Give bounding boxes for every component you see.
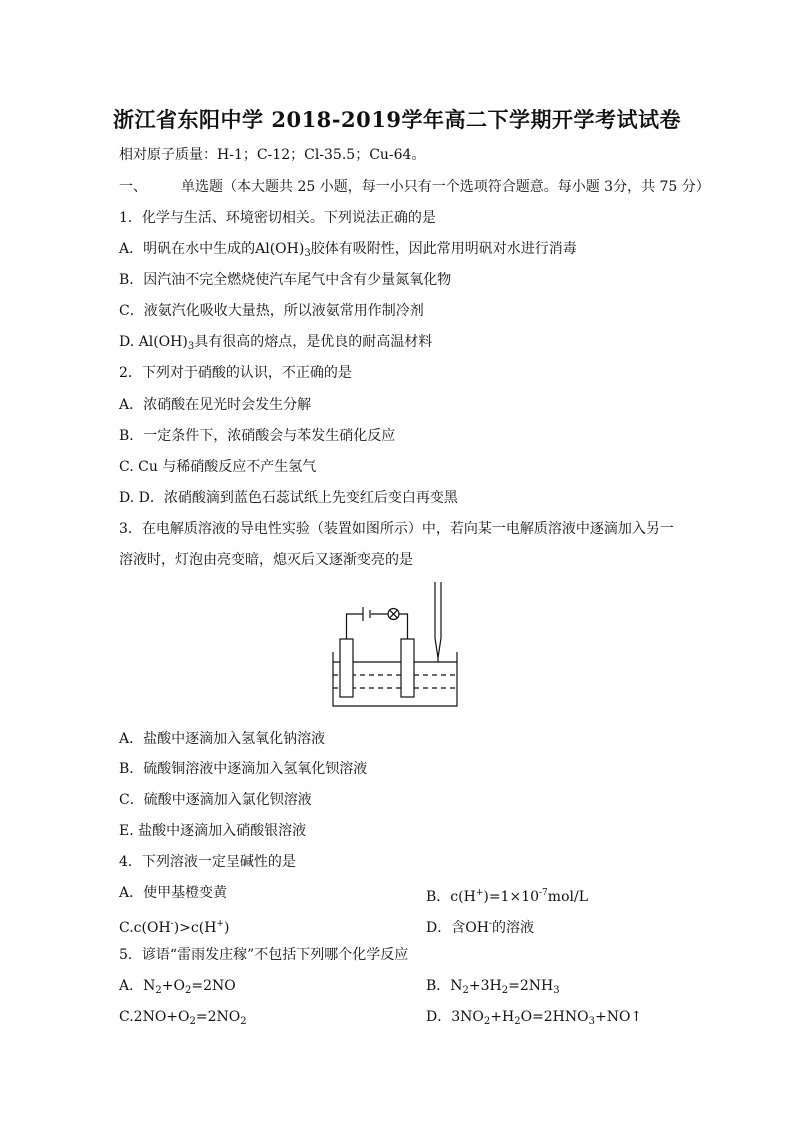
option-text: 具有很高的熔点，是优良的耐高温材料 bbox=[194, 334, 433, 350]
option-text: D. Al(OH) bbox=[119, 334, 188, 350]
subscript: 2 bbox=[462, 985, 469, 996]
option-text: +O bbox=[161, 978, 185, 994]
question-2-stem: 2．下列对于硝酸的认识，不正确的是 bbox=[119, 365, 352, 381]
option-text: B．N bbox=[426, 978, 463, 994]
conductivity-apparatus-diagram bbox=[325, 578, 465, 712]
superscript: + bbox=[475, 888, 484, 898]
question-5-stem: 5．谚语“雷雨发庄稼”不包括下列哪个化学反应 bbox=[119, 947, 409, 963]
option-text: +H bbox=[490, 1009, 515, 1025]
option-text: D．含OH bbox=[426, 920, 489, 936]
superscript: - bbox=[170, 919, 174, 929]
section-heading bbox=[119, 178, 710, 196]
option-text: ) bbox=[223, 920, 230, 936]
subscript: 2 bbox=[184, 985, 192, 996]
question-3-stem-line-1: 3．在电解质溶液的导电性实验（装置如图所示）中，若向某一电解质溶液中逐滴加入另一 bbox=[119, 521, 674, 537]
option-text: mol/L bbox=[547, 889, 588, 905]
formula: Al(OH) bbox=[255, 241, 305, 257]
question-2-option-c: C. Cu 与稀硝酸反应不产生氢气 bbox=[119, 459, 317, 475]
section-number: 一、 bbox=[119, 179, 147, 195]
subscript: 2 bbox=[514, 1016, 521, 1027]
question-4-option-a: A．使甲基橙变黄 bbox=[119, 885, 228, 901]
option-text: A．明矾在水中生成的 bbox=[119, 241, 256, 257]
subscript: 2 bbox=[501, 985, 509, 996]
section-description: 单选题（本大题共 25 小题，每一小只有一个选项符合题意。每小题 3分，共 75 分） bbox=[181, 179, 710, 195]
option-text: =2NO bbox=[191, 978, 236, 994]
question-3-stem-line-2: 溶液时，灯泡由亮变暗，熄灭后又逐渐变亮的是 bbox=[119, 552, 413, 568]
left-electrode bbox=[340, 639, 353, 697]
subscript: 2 bbox=[483, 1016, 491, 1027]
question-2-option-d: D. D．浓硝酸滴到蓝色石蕊试纸上先变红后变白再变黑 bbox=[119, 490, 458, 506]
question-4-option-c bbox=[119, 915, 229, 937]
question-1-stem: 1．化学与生活、环境密切相关。下列说法正确的是 bbox=[119, 210, 436, 226]
option-text: 的溶液 bbox=[491, 920, 534, 936]
question-1-option-d bbox=[119, 333, 432, 356]
question-2-option-b: B．一定条件下，浓硝酸会与苯发生硝化反应 bbox=[119, 428, 396, 444]
subscript: 3 bbox=[553, 985, 560, 996]
option-text: =2NH bbox=[508, 978, 554, 994]
superscript: + bbox=[216, 919, 224, 929]
question-4-stem: 4．下列溶液一定呈碱性的是 bbox=[119, 854, 296, 870]
question-5-option-d bbox=[426, 1008, 642, 1031]
subscript: 2 bbox=[240, 1016, 247, 1027]
option-text: B．c(H bbox=[426, 889, 476, 905]
option-text: =2NO bbox=[195, 1009, 241, 1025]
subscript: 2 bbox=[189, 1016, 196, 1027]
question-3-option-e: E. 盐酸中逐滴加入硝酸银溶液 bbox=[119, 823, 307, 839]
question-3-option-c: C．硫酸中逐滴加入氯化钡溶液 bbox=[119, 792, 312, 808]
question-1-option-c: C．液氨汽化吸收大量热，所以液氨常用作制冷剂 bbox=[119, 303, 424, 319]
option-text: 胶体有吸附性，因此常用明矾对水进行消毒 bbox=[310, 241, 577, 257]
question-5-option-b bbox=[426, 977, 560, 1000]
question-3-option-b: B．硫酸铜溶液中逐滴加入氢氧化钡溶液 bbox=[119, 761, 368, 777]
option-text: )=1×10 bbox=[483, 889, 540, 905]
right-wire bbox=[399, 614, 408, 639]
exam-title: 浙江省东阳中学 2018-2019学年高二下学期开学考试试卷 bbox=[113, 107, 681, 132]
option-text: +3H bbox=[468, 978, 502, 994]
superscript: -7 bbox=[539, 888, 548, 898]
option-text: )>c(H bbox=[173, 920, 217, 936]
question-3-option-a: A．盐酸中逐滴加入氢氧化钠溶液 bbox=[119, 731, 326, 747]
question-1-option-b: B．因汽油不完全燃烧使汽车尾气中含有少量氮氧化物 bbox=[119, 272, 452, 288]
option-text: C.2NO+O bbox=[119, 1009, 190, 1025]
superscript: - bbox=[488, 919, 492, 929]
question-2-option-a: A．浓硝酸在见光时会发生分解 bbox=[119, 397, 312, 413]
option-text: C.c(OH bbox=[119, 920, 171, 936]
left-wire bbox=[347, 614, 364, 639]
option-text: D．3NO bbox=[426, 1009, 484, 1025]
dropper-tip bbox=[435, 638, 441, 658]
subscript: 2 bbox=[155, 985, 162, 996]
question-4-option-d bbox=[426, 915, 534, 937]
question-1-option-a bbox=[119, 240, 577, 263]
right-electrode bbox=[401, 639, 414, 697]
option-text: O=2HNO bbox=[520, 1009, 589, 1025]
question-4-option-b bbox=[426, 884, 588, 906]
subscript: 3 bbox=[187, 341, 195, 352]
option-text: A．N bbox=[119, 978, 156, 994]
subscript: 3 bbox=[588, 1016, 595, 1027]
question-5-option-c bbox=[119, 1008, 247, 1031]
subscript: 3 bbox=[304, 248, 311, 259]
atomic-mass-note: 相对原子质量：H-1；C-12；Cl-35.5；Cu-64。 bbox=[119, 147, 426, 163]
option-text: +NO↑ bbox=[595, 1009, 643, 1025]
question-5-option-a bbox=[119, 977, 236, 1000]
